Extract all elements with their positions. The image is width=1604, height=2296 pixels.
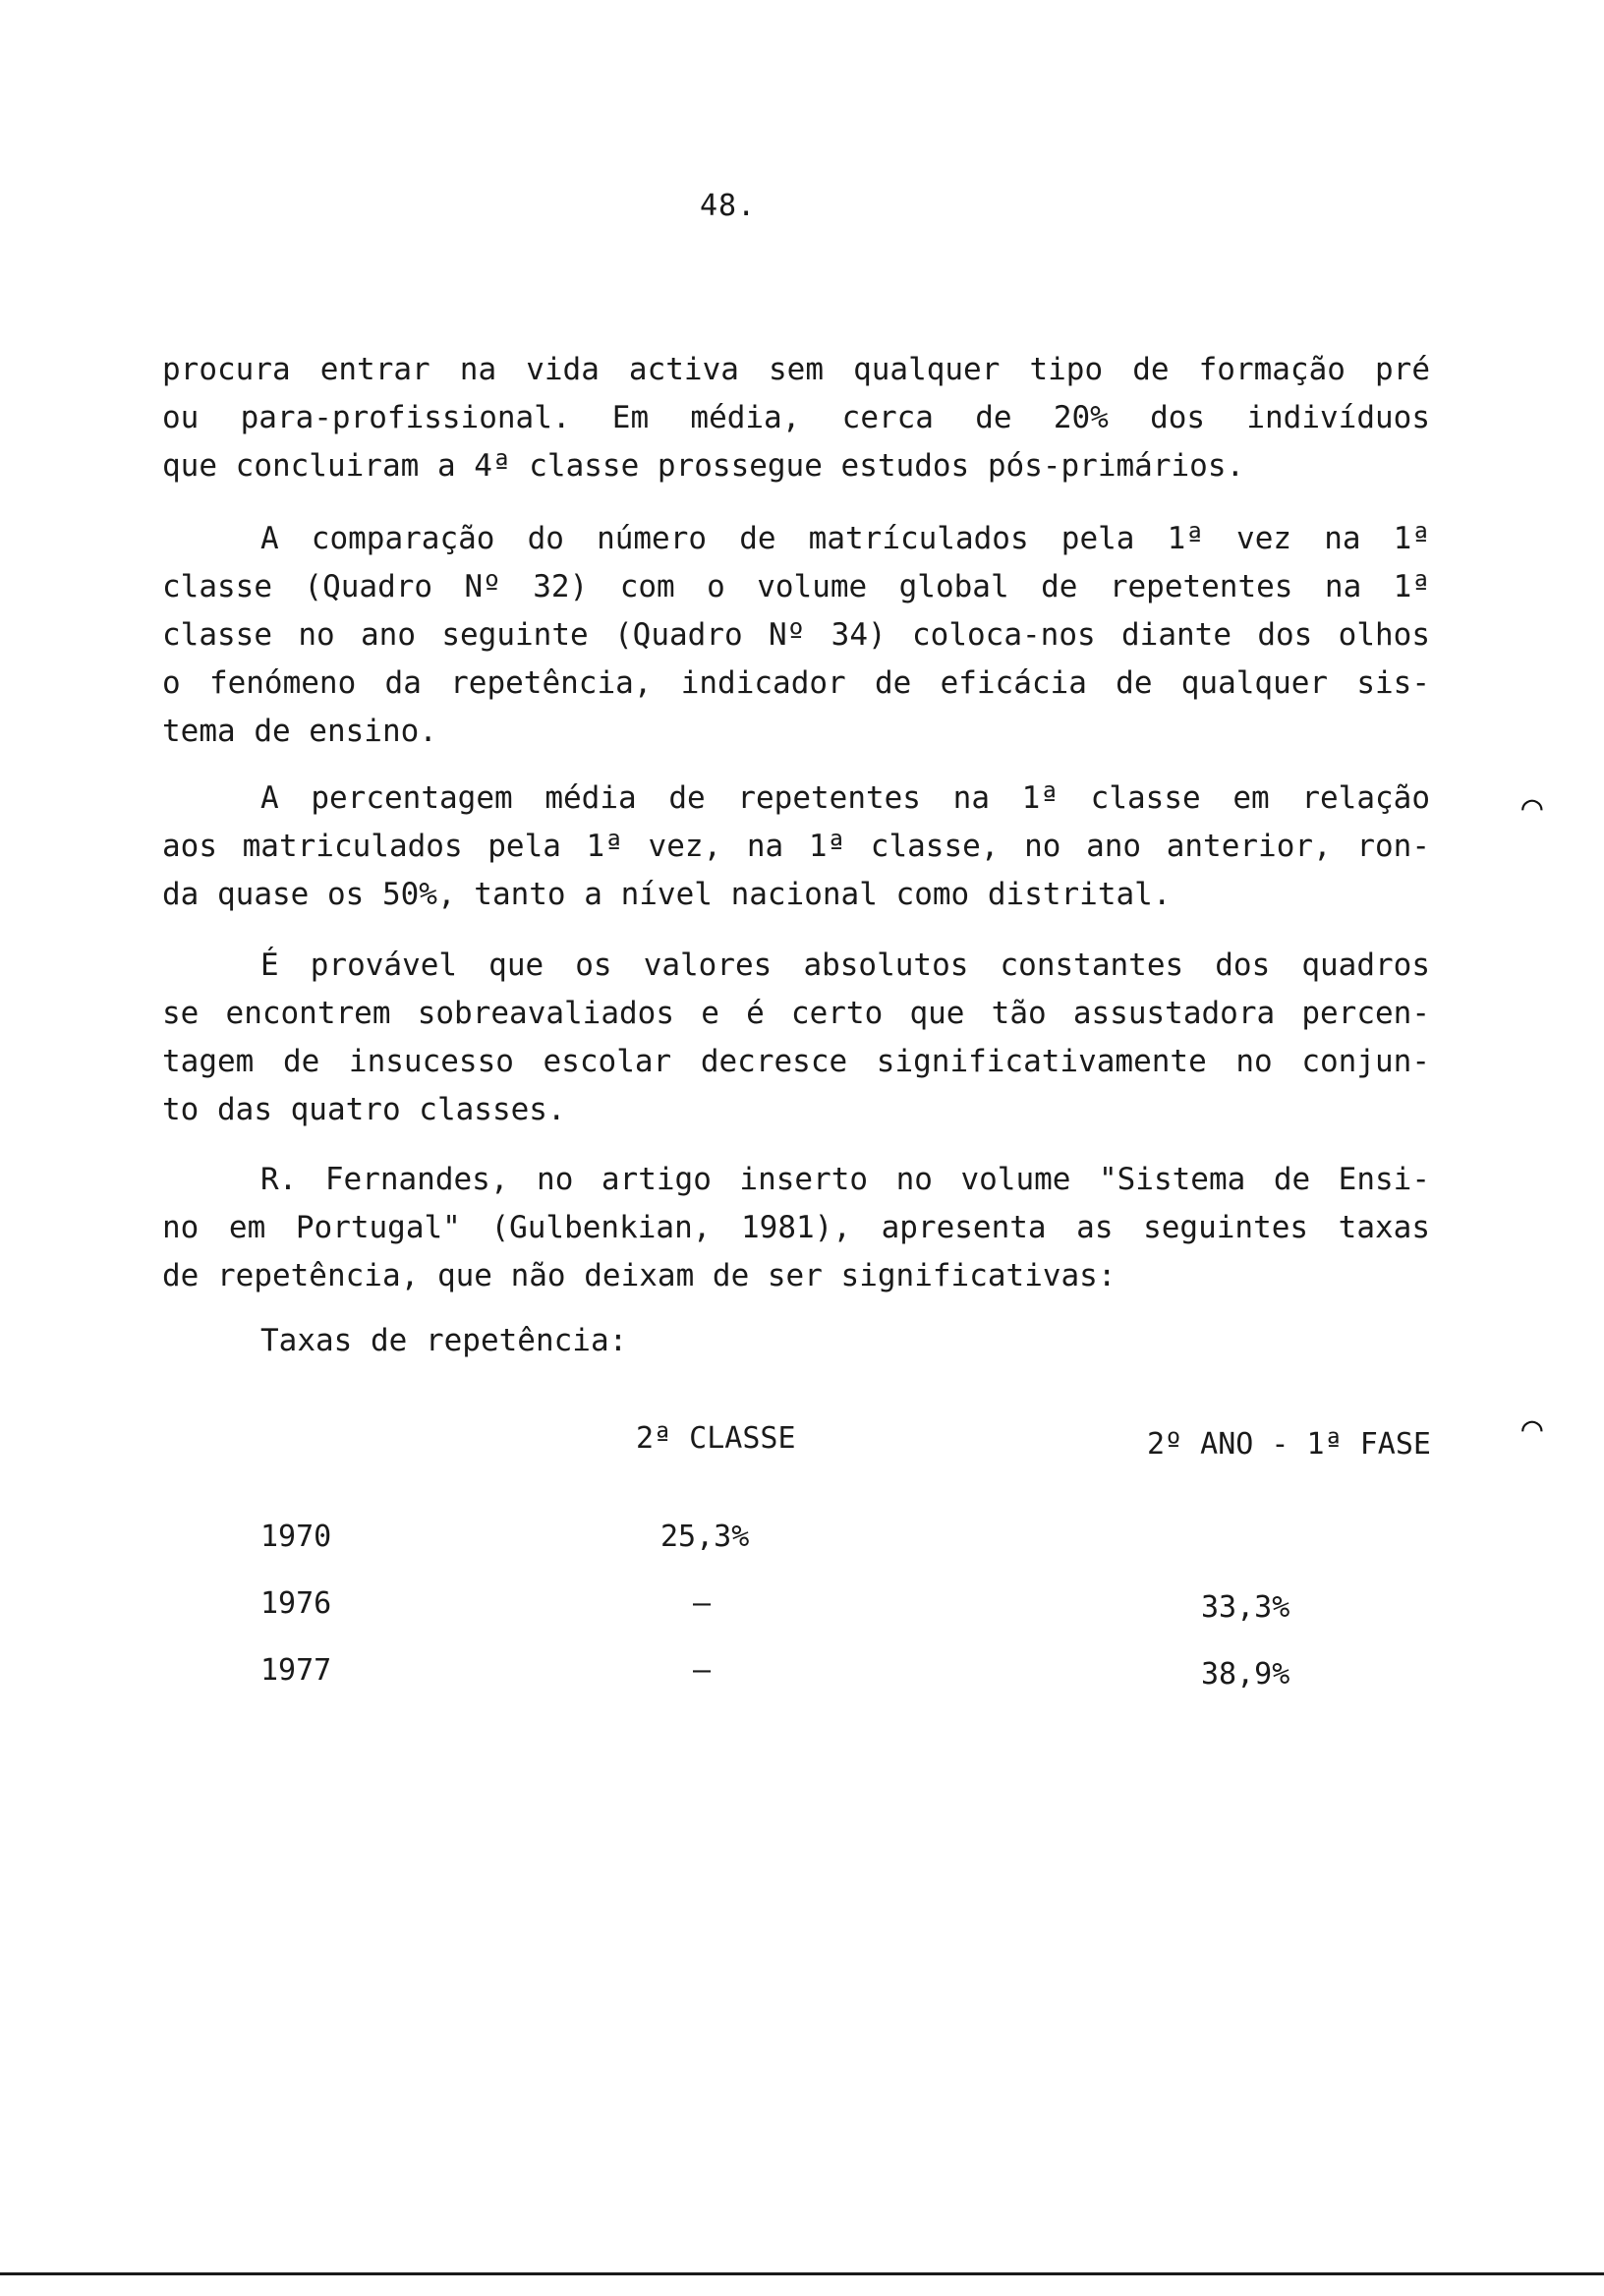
paragraph-3	[162, 775, 1430, 919]
table-cell-2a-classe: —	[693, 1653, 712, 1688]
paragraph-line: tagem de insucesso escolar decresce significativamente no conjun-	[162, 1044, 1430, 1079]
table-row-year: 1970	[260, 1520, 332, 1554]
paragraph-line: É provável que os valores absolutos constantes dos quadros	[260, 947, 1430, 983]
paragraph-line: o fenómeno da repetência, indicador de eficácia de qualquer sis-	[162, 665, 1430, 701]
paragraph-4	[162, 942, 1430, 1134]
table-caption: Taxas de repetência:	[260, 1323, 628, 1358]
table-cell-2a-classe: 25,3%	[660, 1520, 750, 1554]
paragraph-line: procura entrar na vida activa sem qualquer tipo de formação pré	[162, 352, 1430, 387]
paragraph-line: classe (Quadro Nº 32) com o volume global de repetentes na 1ª	[162, 569, 1430, 604]
bottom-rule	[0, 2272, 1604, 2275]
paragraph-line: R. Fernandes, no artigo inserto no volume "Sistema de Ensi-	[260, 1162, 1430, 1197]
paragraph-line: to das quatro classes.	[162, 1092, 566, 1127]
table-cell-2a-classe: —	[693, 1586, 712, 1621]
paragraph-line: se encontrem sobreavaliados e é certo que tão assustadora percen-	[162, 996, 1430, 1031]
paragraph-line: tema de ensino.	[162, 714, 437, 749]
paragraph-line: ou para-profissional. Em média, cerca de 20% dos indivíduos	[162, 400, 1430, 435]
paragraph-line: classe no ano seguinte (Quadro Nº 34) coloca-nos diante dos olhos	[162, 617, 1430, 653]
table-header-2a-classe: 2ª CLASSE	[636, 1421, 796, 1456]
paragraph-line: aos matriculados pela 1ª vez, na 1ª classe, no ano anterior, ron-	[162, 829, 1430, 864]
table-row-year: 1977	[260, 1653, 332, 1688]
paragraph-line: de repetência, que não deixam de ser significativas:	[162, 1258, 1117, 1293]
paragraph-line: no em Portugal" (Gulbenkian, 1981), apresenta as seguintes taxas	[162, 1210, 1430, 1245]
paragraph-line: A percentagem média de repetentes na 1ª classe em relação	[260, 780, 1430, 816]
paragraph-1	[162, 346, 1430, 490]
margin-annotation-mark: ⌒	[1521, 1407, 1543, 1448]
paragraph-line: A comparação do número de matrículados pela 1ª vez na 1ª	[260, 521, 1430, 556]
paragraph-5	[162, 1156, 1430, 1300]
margin-annotation-mark: ⌒	[1521, 786, 1543, 827]
paragraph-line: que concluiram a 4ª classe prossegue estudos pós-primários.	[162, 448, 1245, 484]
table-cell-2o-ano: 33,3%	[1201, 1590, 1290, 1625]
table-row-year: 1976	[260, 1586, 332, 1621]
table-cell-2o-ano: 38,9%	[1201, 1657, 1290, 1692]
paragraph-2	[162, 515, 1430, 756]
page-number: 48.	[700, 189, 757, 223]
paragraph-line: da quase os 50%, tanto a nível nacional como distrital.	[162, 877, 1172, 912]
table-header-2o-ano: 2º ANO - 1ª FASE	[1147, 1427, 1431, 1462]
